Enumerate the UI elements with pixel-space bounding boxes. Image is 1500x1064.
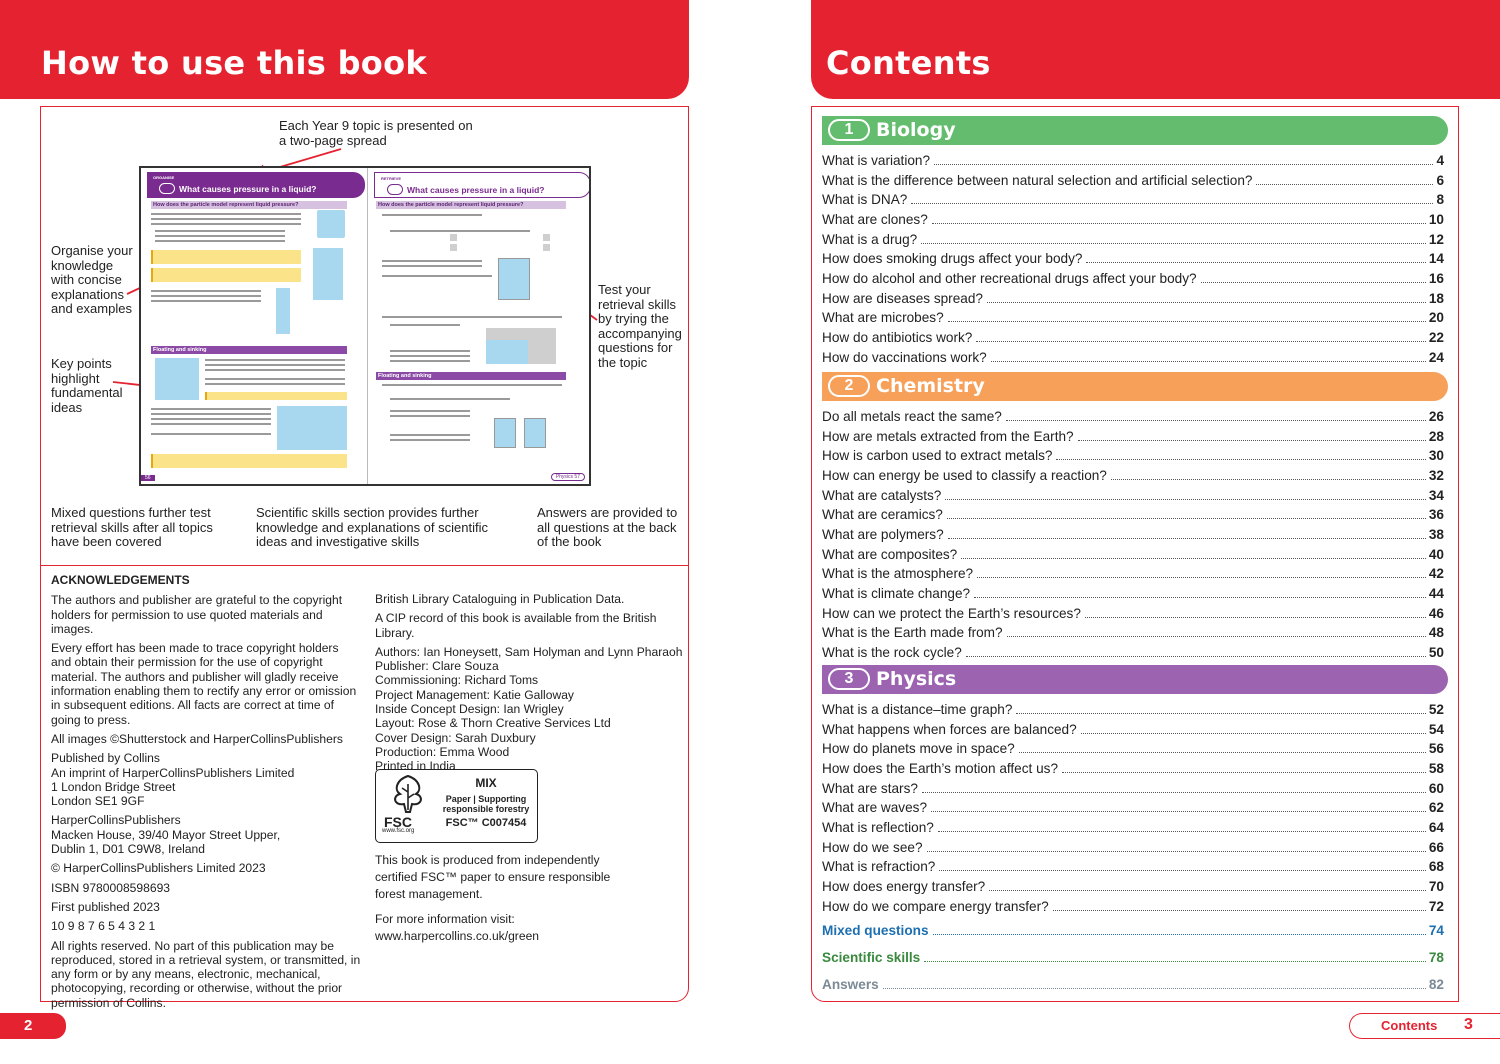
toc-extra-answers[interactable] <box>822 975 1444 994</box>
beaker-b-diagram <box>524 418 546 448</box>
beaker-diagram <box>498 258 530 300</box>
toc-entry-title: What are catalysts? <box>822 487 942 503</box>
fsc-note: This book is produced from independently certified FSC™ paper to ensure responsible forest management. <box>375 853 611 901</box>
toc-entry-page: 70 <box>1428 878 1444 894</box>
fsc-line2: responsible forestry <box>442 804 530 814</box>
toc-entry-page: 64 <box>1428 819 1444 835</box>
page-title-contents: Contents <box>826 44 991 82</box>
fsc-line1: Paper | Supporting <box>445 793 527 804</box>
toc-entry-title: What is the difference between natural selection and artificial selection? <box>822 172 1253 188</box>
toc-entry-page: 62 <box>1428 800 1444 816</box>
fsc-url: www.fsc.org <box>382 828 415 834</box>
toc-entry[interactable] <box>822 505 1444 524</box>
section-number-badge: 1 <box>828 119 870 141</box>
fsc-label <box>438 778 534 828</box>
toc-extra-page: 74 <box>1428 923 1444 938</box>
toc-leader-dots <box>1019 752 1426 753</box>
toc-entry-title: How are diseases spread? <box>822 290 983 306</box>
toc-entry-title: What are polymers? <box>822 526 944 542</box>
spread-number-badge-right <box>387 184 403 195</box>
section-divider <box>41 565 688 566</box>
toc-leader-dots <box>1078 440 1426 441</box>
toc-extra-title: Answers <box>822 977 879 992</box>
spread-left-subheading: How does the particle model represent liquid pressure? <box>151 201 347 209</box>
toc-entry[interactable] <box>822 838 1444 857</box>
callout-two-page-spread: Each Year 9 topic is presented on a two-page spread <box>279 118 473 148</box>
toc-leader-dots <box>1085 617 1426 618</box>
toc-entry[interactable] <box>822 486 1444 505</box>
toc-leader-dots <box>934 164 1433 165</box>
callout-scientific-skills: Scientific skills section provides further knowledge and explanations of scientific ideas and investigative skills <box>256 505 488 549</box>
page-number-right: 3 <box>1464 1016 1473 1033</box>
toc-entry[interactable] <box>822 623 1444 642</box>
ack-paragraph: All images ©Shutterstock and HarperCollinsPublishers <box>51 731 343 746</box>
toc-entry[interactable] <box>822 779 1444 798</box>
ack-paragraph: ISBN 9780008598693 <box>51 880 171 895</box>
toc-extra-page: 78 <box>1428 950 1444 965</box>
left-title-banner <box>0 0 689 99</box>
toc-leader-dots <box>1111 479 1426 480</box>
toc-entry-page: 6 <box>1436 172 1444 188</box>
fsc-logo-word: FSC <box>384 814 412 830</box>
toc-entry[interactable] <box>822 857 1444 876</box>
toc-entry-title: What are clones? <box>822 211 928 227</box>
toc-extra-page: 82 <box>1428 977 1444 992</box>
toc-leader-dots <box>1256 184 1433 185</box>
toc-entry-title: How are metals extracted from the Earth? <box>822 428 1074 444</box>
toc-leader-dots <box>961 558 1426 559</box>
callout-organise: Organise your knowledge with concise explanations and examples <box>51 243 133 316</box>
toc-entry-page: 60 <box>1428 780 1444 796</box>
toc-entry[interactable] <box>822 818 1444 837</box>
toc-entry-page: 28 <box>1428 428 1444 444</box>
particles-diagram <box>317 210 345 238</box>
toc-entry-page: 12 <box>1428 231 1444 247</box>
toc-entry-title: How can we protect the Earth’s resources? <box>822 605 1081 621</box>
toc-entry-title: What is DNA? <box>822 192 908 208</box>
ack-paragraph: First published 2023 <box>51 899 160 914</box>
spread-left-page-number: 56 <box>141 475 155 481</box>
toc-entry-title: What is the Earth made from? <box>822 625 1003 641</box>
toc-entry-title: What is climate change? <box>822 585 971 601</box>
toc-entry[interactable] <box>822 720 1444 739</box>
ack-paragraph: Every effort has been made to trace copyright holders and obtain their permission for the use of copyright material. The authors and publisher will gladly receive information enabling them to rectify any error or omission in subsequent editions. All facts are correct at time of going to press. <box>51 641 357 727</box>
toc-entry[interactable] <box>822 171 1444 190</box>
toc-entry[interactable] <box>822 427 1444 446</box>
toc-entry-page: 50 <box>1428 644 1444 660</box>
toc-entry[interactable] <box>822 897 1444 916</box>
toc-entry[interactable] <box>822 308 1444 327</box>
toc-entry-title: What are composites? <box>822 546 958 562</box>
toc-extra-scientific-skills[interactable] <box>822 948 1444 967</box>
toc-entry-title: What are waves? <box>822 800 928 816</box>
callout-mixed-questions: Mixed questions further test retrieval skills after all topics have been covered <box>51 505 213 549</box>
toc-entry-page: 72 <box>1428 898 1444 914</box>
toc-leader-dots <box>911 203 1433 204</box>
toc-entry-title: How does the Earth’s motion affect us? <box>822 760 1059 776</box>
spread-key-point-box <box>151 250 301 264</box>
toc-entry[interactable] <box>822 269 1444 288</box>
section-header-biology <box>822 116 1448 145</box>
toc-entry-page: 58 <box>1428 760 1444 776</box>
toc-leader-dots <box>989 890 1426 891</box>
section-header-physics <box>822 665 1448 694</box>
cip-block <box>375 592 685 779</box>
toc-entry[interactable] <box>822 643 1444 662</box>
toc-entry-title: How does smoking drugs affect your body? <box>822 251 1083 267</box>
toc-entry-page: 66 <box>1428 839 1444 855</box>
callout-test-retrieval: Test your retrieval skills by trying the accompanying questions for the topic <box>598 282 682 370</box>
toc-entry-page: 34 <box>1428 487 1444 503</box>
more-info-note: For more information visit: www.harpercollins.co.uk/green <box>375 912 540 943</box>
spread-right-floating-subheading: Floating and sinking <box>376 372 566 380</box>
page-number-left: 2 <box>0 1013 66 1039</box>
toc-entry-page: 46 <box>1428 605 1444 621</box>
toc-leader-dots <box>974 597 1426 598</box>
toc-entry[interactable] <box>822 877 1444 896</box>
toc-entry-page: 14 <box>1428 251 1444 267</box>
spread-right-page-number: Physics 57 <box>551 473 585 481</box>
toc-entry-title: How do antibiotics work? <box>822 329 973 345</box>
toc-leader-dots <box>938 831 1426 832</box>
fsc-code: FSC™ C007454 <box>445 816 527 829</box>
toc-entry-page: 26 <box>1428 409 1444 424</box>
toc-entry-page: 18 <box>1428 290 1444 306</box>
toc-leader-dots <box>927 851 1426 852</box>
toc-extra-mixed-questions[interactable] <box>822 921 1444 940</box>
section-title: Physics <box>876 668 957 690</box>
right-title-banner <box>811 0 1500 99</box>
toc-entry-page: 44 <box>1428 585 1444 601</box>
ack-paragraph: 10 9 8 7 6 5 4 3 2 1 <box>51 919 156 934</box>
page-footer-tab <box>1349 1013 1500 1039</box>
toc-entry-title: How is carbon used to extract metals? <box>822 448 1053 464</box>
section-number-badge: 2 <box>828 375 870 397</box>
toc-leader-dots <box>931 811 1426 812</box>
how-to-use-panel <box>40 106 689 1010</box>
toc-leader-dots <box>921 243 1426 244</box>
toc-entry[interactable] <box>822 249 1444 268</box>
cip-paragraph: A CIP record of this book is available from the British Library. <box>375 611 657 640</box>
toc-leader-dots <box>939 870 1426 871</box>
sample-spread-image <box>139 166 591 486</box>
ack-paragraph: All rights reserved. No part of this publication may be reproduced, stored in a retrieval system, or transmitted, in any form or by any means, electronic, mechanical, photocopying, recording or otherwise, without the prior permission of Collins. <box>51 938 361 1010</box>
toc-leader-dots <box>932 223 1426 224</box>
toc-entry-title: What is reflection? <box>822 819 934 835</box>
toc-entry[interactable] <box>822 798 1444 817</box>
ack-paragraph: © HarperCollinsPublishers Limited 2023 <box>51 861 266 876</box>
toc-entry-page: 30 <box>1428 448 1444 464</box>
toc-leader-dots <box>1062 772 1426 773</box>
ack-paragraph: HarperCollinsPublishers Macken House, 39/40 Mayor Street Upper, Dublin 1, D01 C9W8, Ireland <box>51 813 281 857</box>
toc-entry[interactable] <box>822 328 1444 347</box>
toc-leader-dots <box>1006 420 1426 421</box>
toc-leader-dots <box>1056 459 1425 460</box>
toc-entry[interactable] <box>822 210 1444 229</box>
toc-leader-dots <box>922 792 1426 793</box>
section-title: Biology <box>876 119 956 141</box>
spread-right-subheading: How does the particle model represent liquid pressure? <box>376 201 566 209</box>
toc-leader-dots <box>1086 262 1425 263</box>
toc-leader-dots <box>945 499 1426 500</box>
toc-entry-page: 68 <box>1428 859 1444 875</box>
toc-entry-title: What are ceramics? <box>822 507 943 523</box>
toc-extra-title: Mixed questions <box>822 923 929 938</box>
column-of-liquid-diagram <box>313 248 343 300</box>
toc-entry-title: How do planets move in space? <box>822 741 1015 757</box>
spread-organise-tag: ORGANISE <box>153 175 175 180</box>
toc-entry-title: What are stars? <box>822 780 918 796</box>
toc-entry[interactable] <box>822 466 1444 485</box>
beaker-a-diagram <box>494 418 516 448</box>
toc-leader-dots <box>987 302 1426 303</box>
toc-entry-title: Do all metals react the same? <box>822 409 1002 424</box>
ack-paragraph: The authors and publisher are grateful to the copyright holders for permission to use quoted materials and images. <box>51 593 343 636</box>
toc-leader-dots <box>977 577 1426 578</box>
toc-leader-dots <box>976 341 1426 342</box>
spread-number-badge <box>159 183 175 194</box>
toc-leader-dots <box>1016 713 1425 714</box>
toc-entry-page: 42 <box>1428 566 1444 582</box>
toc-entry[interactable] <box>822 190 1444 209</box>
toc-entry-page: 22 <box>1428 329 1444 345</box>
toc-entry-page: 4 <box>1436 153 1444 168</box>
toc-entry-title: How do we see? <box>822 839 923 855</box>
toc-entry-title: What is the atmosphere? <box>822 566 974 582</box>
toc-entry[interactable] <box>822 564 1444 583</box>
toc-entry-page: 38 <box>1428 526 1444 542</box>
toc-leader-dots <box>947 518 1426 519</box>
acknowledgements-block <box>51 573 361 1015</box>
toc-entry[interactable] <box>822 545 1444 564</box>
toc-leader-dots <box>991 361 1426 362</box>
toc-entry-title: What happens when forces are balanced? <box>822 721 1077 737</box>
toc-entry-page: 24 <box>1428 349 1444 365</box>
toc-entry[interactable] <box>822 446 1444 465</box>
section-header-chemistry <box>822 372 1448 401</box>
acknowledgements-heading: ACKNOWLEDGEMENTS <box>51 573 190 587</box>
toc-entry-title: How does energy transfer? <box>822 878 986 894</box>
toc-leader-dots <box>1201 282 1426 283</box>
container-holes-diagram <box>276 288 290 334</box>
toc-entry-page: 52 <box>1428 702 1444 717</box>
fsc-mix: MIX <box>475 776 497 790</box>
toc-entry[interactable] <box>822 700 1444 719</box>
toc-entry-title: What is a distance–time graph? <box>822 702 1013 717</box>
toc-leader-dots <box>966 656 1426 657</box>
green-paper-note <box>375 852 615 953</box>
toc-leader-dots <box>1053 910 1426 911</box>
toc-leader-dots <box>933 934 1426 935</box>
spread-right-title: What causes pressure in a liquid? <box>407 185 545 195</box>
toc-leader-dots <box>883 988 1426 989</box>
spread-left-title: What causes pressure in a liquid? <box>179 184 317 194</box>
toc-entry-title: What is the rock cycle? <box>822 644 962 660</box>
toc-entry-page: 54 <box>1428 721 1444 737</box>
toc-entry-page: 8 <box>1436 192 1444 208</box>
cip-paragraph: British Library Cataloguing in Publication Data. <box>375 592 625 606</box>
spread-retrieve-tag: RETRIEVE <box>381 176 402 181</box>
toc-entry-page: 40 <box>1428 546 1444 562</box>
toc-entry-title: What is variation? <box>822 153 931 168</box>
toc-leader-dots <box>924 961 1426 962</box>
floating-blocks-diagram <box>277 406 347 450</box>
toc-entry-page: 56 <box>1428 741 1444 757</box>
spread-organise-page <box>141 168 365 484</box>
toc-entry-title: How do vaccinations work? <box>822 349 987 365</box>
toc-leader-dots <box>948 321 1426 322</box>
toc-entry-page: 20 <box>1428 310 1444 326</box>
toc-entry-title: How do we compare energy transfer? <box>822 898 1049 914</box>
toc-entry-page: 32 <box>1428 467 1444 483</box>
toc-leader-dots <box>1081 733 1426 734</box>
toc-entry[interactable] <box>822 151 1444 170</box>
section-number-badge: 3 <box>828 668 870 690</box>
toc-leader-dots <box>1007 636 1426 637</box>
toc-entry[interactable] <box>822 230 1444 249</box>
toc-entry-page: 16 <box>1428 270 1444 286</box>
toc-entry[interactable] <box>822 348 1444 367</box>
spread-right-header <box>374 172 591 198</box>
toc-entry[interactable] <box>822 289 1444 308</box>
spread-retrieve-page <box>367 168 591 484</box>
toc-entry-title: How can energy be used to classify a reaction? <box>822 467 1107 483</box>
toc-entry-page: 36 <box>1428 507 1444 523</box>
toc-entry[interactable] <box>822 604 1444 623</box>
callout-answers: Answers are provided to all questions at the back of the book <box>537 505 678 549</box>
toc-entry-title: What is refraction? <box>822 859 936 875</box>
callout-key-points: Key points highlight fundamental ideas <box>51 356 123 415</box>
toc-entry[interactable] <box>822 739 1444 758</box>
toc-leader-dots <box>948 538 1426 539</box>
toc-entry[interactable] <box>822 584 1444 603</box>
toc-entry-title: How do alcohol and other recreational drugs affect your body? <box>822 270 1197 286</box>
spread-left-header <box>147 172 365 198</box>
fsc-tree-icon <box>386 774 430 814</box>
ack-paragraph: Published by Collins An imprint of HarperCollinsPublishers Limited 1 London Bridge Street London SE1 9GF <box>51 751 295 809</box>
page-title-how-to-use: How to use this book <box>41 44 427 82</box>
section-title: Chemistry <box>876 375 985 397</box>
toc-entry[interactable] <box>822 407 1444 426</box>
toc-entry-title: What are microbes? <box>822 310 944 326</box>
credits-list: Authors: Ian Honeysett, Sam Holyman and Lynn Pharaoh Publisher: Clare Souza Commissioning: Richard Toms Project Management: Katie Galloway Inside Concept Design: Ian Wrigley Layout: Rose & Thorn Creative Services Ltd Cover Design: Sarah Duxbury Production: Emma Wood Printed in India <box>375 644 683 774</box>
toc-entry-page: 48 <box>1428 625 1444 641</box>
footer-contents-label: Contents <box>1381 1018 1438 1033</box>
toc-entry-title: What is a drug? <box>822 231 918 247</box>
toc-entry-page: 10 <box>1428 211 1444 227</box>
toc-extra-title: Scientific skills <box>822 950 921 965</box>
ping-pong-diagram <box>155 358 199 400</box>
toc-entry[interactable] <box>822 525 1444 544</box>
fsc-logo-box <box>375 769 538 843</box>
toc-entry[interactable] <box>822 759 1444 778</box>
spread-floating-subheading: Floating and sinking <box>151 346 347 354</box>
